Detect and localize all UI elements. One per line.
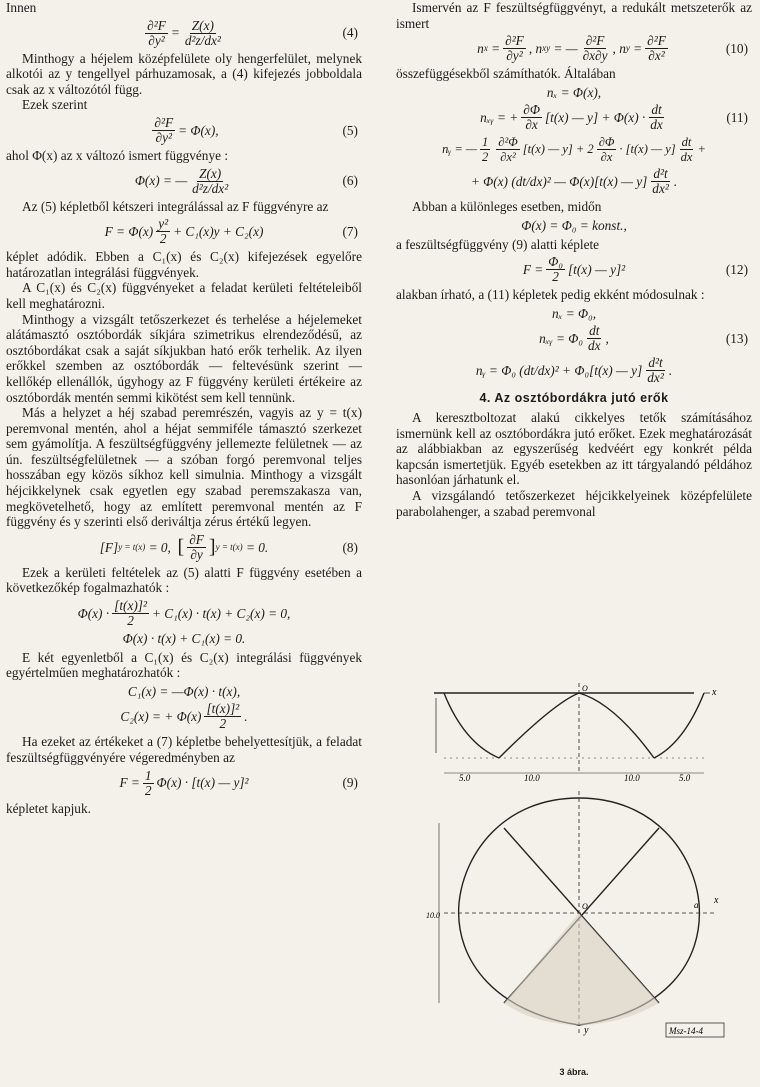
figure-caption: 3 ábra. (559, 1067, 589, 1077)
equation-11d: + Φ(x) (dt/dx)² — Φ(x)[t(x) — y] $\frac{\text{d²t}}{\text{dx²}}$ . (470, 166, 678, 197)
paragraph: alakban írható, a (11) képletek pedig ekként módosulnak : (396, 287, 705, 303)
side-dim-label: 10.0 (426, 911, 440, 920)
equation-4: $\frac{\text{∂²F}}{\text{∂y²}}$ = $\frac{Z(x)}{\text{d²z/dx²}}$ (4) (147, 17, 358, 48)
paragraph: Innen (6, 0, 37, 15)
paragraph: ahol Φ(x) az x változó ismert függvénye : (6, 147, 229, 163)
figure-drawing (404, 673, 744, 1083)
equation-5: $\frac{\text{∂²F}}{\text{∂y²}}$ = Φ(x), (5) (154, 114, 358, 145)
paragraph: Ismervén az F feszültségfüggvényt, a redukált metszeterők az ismert (396, 0, 752, 31)
axis-y-label: y (584, 1025, 589, 1036)
axis-x-label: x (712, 687, 717, 698)
right-column (396, 0, 752, 519)
paragraph: képletet kapjuk. (6, 800, 91, 816)
equation-10: n x = $\frac{\text{∂²F}}{\text{∂y²}}$ , n xy = — $\frac{\text{∂²F}}{\partial x\partial y}$ , n y = $\frac{\text{∂²F}}{\text{∂x²}}$ (10) (477, 33, 748, 64)
paragraph: Ha ezeket az értékeket a (7) képletbe behelyettesítjük, a feladat feszültségfüggvényére végeredményben az (6, 734, 362, 765)
paragraph: a feszültségfüggvény (9) alatti képlete (396, 236, 600, 252)
equation-8: [F] y = t(x) = 0, [ $\frac{\partial F}{\partial y}$ ] y = t(x) = 0. (8) (99, 531, 358, 562)
paragraph: Abban a különleges esetben, midőn (412, 199, 602, 215)
equation-13a: nₓ = Φ₀, (551, 305, 597, 321)
equation-a2: Φ(x) · t(x) + C₁(x) = 0. (122, 631, 246, 647)
figure-3 (404, 673, 744, 1083)
equation-number: (4) (342, 25, 358, 41)
dim-label: 10.0 (624, 773, 640, 783)
elevation-view (434, 683, 710, 773)
equation-13b: nₓᵧ = Φ₀ $\frac{dt}{dx}$ , (13) (539, 323, 748, 354)
paragraph: Ezek szerint (22, 97, 88, 113)
paragraph: képlet adódik. Ebben a C₁(x) és C₂(x) kifejezések egyelőre határozatlan integrálási függvények. (6, 249, 362, 280)
point-label: a (694, 900, 699, 910)
axis-x-label: x (714, 895, 719, 906)
paragraph: A C₁(x) és C₂(x) függvényeket a feladat kerületi feltételeiből kell meghatározni. (6, 280, 362, 311)
dim-label: 5.0 (459, 773, 471, 783)
paragraph: Az (5) képletből kétszeri integrálással az F függvényre az (22, 198, 329, 214)
paragraph: Minthogy a vizsgált tetőszerkezet és terhelése a héjelemeket alátámasztó osztóbordák síkjára szimetrikus elrendeződésű, az osztóbordákat csak a saját síkjukban ható erők terhelik. Az ilyen erőkkel szemben az osztóbordák — feltevésünk szerint — kellőkép ellenállók, úgyhogy az F függvény kerületi értékeire az osztóbordák mentén semmi kikötést sem kell tennünk. (6, 311, 362, 405)
equation-11b: nₓᵧ = + $\frac{\partial\Phi}{\partial x}$ [t(x) — y] + Φ(x) · $\frac{dt}{dx}$ (11) (480, 102, 748, 133)
equation-13c: nᵧ = Φ₀ (dt/dx)² + Φ₀[t(x) — y] $\frac{\text{d²t}}{\text{dx²}}$ . (475, 355, 673, 386)
paragraph: összefüggésekből számíthatók. Általában (396, 66, 616, 82)
dim-label: 5.0 (679, 773, 691, 783)
dim-label: 10.0 (524, 773, 540, 783)
hatched-region (504, 913, 659, 1025)
stamp-text: Msz-14-4 (669, 1026, 703, 1036)
paragraph: A vizsgálandó tetőszerkezet héjcikkelyeinek középfelülete parabolahenger, a szabad peremvonal (396, 487, 752, 519)
left-column (6, 0, 362, 816)
equation-11a: nₓ = Φ(x), (546, 84, 602, 100)
point-label: O (582, 684, 588, 693)
paragraph: Más a helyzet a héj szabad peremrészén, vagyis az y = t(x) peremvonal mentén, ahol a héjat semmiféle támasztó szerkezet sem gyámolítja. A feszültségfüggvény jellemezte felületnek — az ún. feszültségfelületnek — a szóban forgó peremvonal teljes hosszában egy közös síkhoz kell simulnia. Minthogy a vizsgált héjcikkelynek csak egyetlen egy szabad peremszakasza van, megkövetelhető, hogy az említett peremvonal mentén az F függvény és y szerinti első deriváltja zérus értékű legyen. (6, 405, 362, 530)
equation-9: F = $\frac{1}{2}$ Φ(x) · [t(x) — y]² (9) (119, 767, 358, 798)
paragraph: A keresztboltozat alakú cikkelyes tetők számításához ismernünk kell az osztóbordákra jutó erőket. Ezek meghatározását az alábbiakban az egyszerűség kedvéért egy konkrét példa kapcsán ismertetjük. Egyéb esetekben az itt tárgyalandó példához hasonlóan járhatunk el. (396, 409, 752, 488)
paragraph: Ezek a kerületi feltételek az (5) alatti F függvény esetében a következőkép fogalmazhatók : (6, 564, 362, 596)
paragraph: E két egyenletből a C₁(x) és C₂(x) integrálási függvények egyértelműen meghatározhatók : (6, 649, 362, 681)
equation-konst: Φ(x) = Φ₀ = konst., (521, 217, 627, 233)
equation-b1: C₁(x) = —Φ(x) · t(x), (127, 683, 241, 699)
equation-12: F = $\frac{\text{Φ₀}}{2}$ [t(x) — y]² (12) (522, 254, 748, 285)
paragraph: Minthogy a héjelem középfelülete oly hengerfelület, melynek alkotói az y tengellyel párhuzamosak, a (4) kifejezés jobboldala csak az x változótól függ. (6, 50, 362, 97)
equation-11c: nᵧ = — $\frac{1}{2}$ $\frac{\text{∂²Φ}}{\text{∂x²}}$ [t(x) — y] + 2 $\frac{\partial\Phi}{\partial x}$ · [t(x) — y] $\frac{dt}{dx}$ + (442, 135, 706, 165)
section-heading: 4. Az osztóbordákra jutó erők (479, 391, 669, 406)
equation-b2: C₂(x) = + Φ(x) $\frac{\text{[t(x)]²}}{2}$ . (120, 701, 248, 732)
equation-a1: Φ(x) · $\frac{\text{[t(x)]²}}{2}$ + C₁(x) · t(x) + C₂(x) = 0, (77, 598, 291, 629)
point-label: O (582, 902, 588, 911)
equation-7: F = Φ(x) $\frac{\text{y²}}{2}$ + C₁(x)y + C₂(x) (7) (104, 216, 358, 247)
equation-6: Φ(x) = — $\frac{Z(x)}{\text{d²z/dx²}}$ (6) (134, 165, 358, 196)
